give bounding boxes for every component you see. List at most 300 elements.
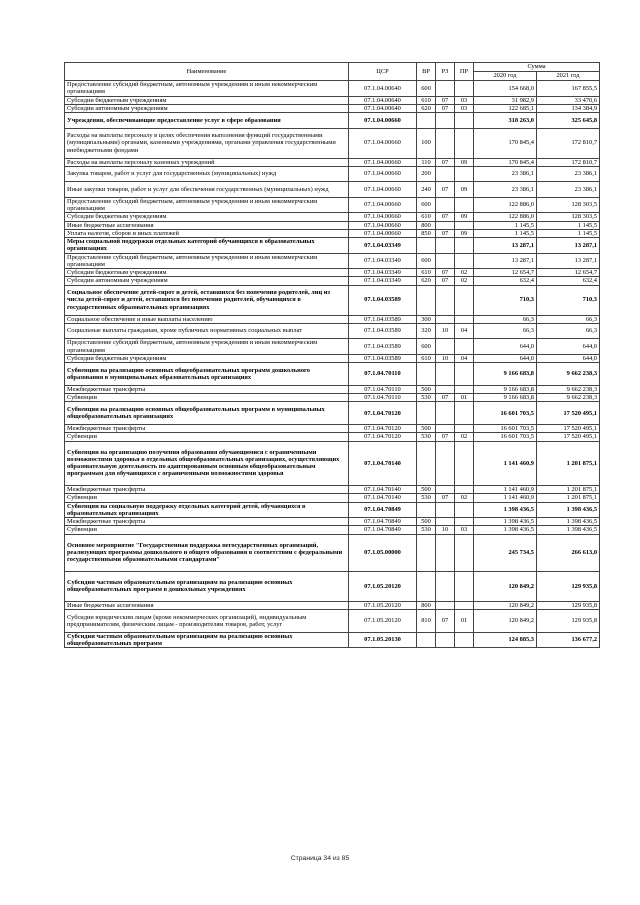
row-name: Уплата налогов, сборов и иных платежей	[65, 229, 349, 237]
row-sum-2021: 1 145,5	[537, 229, 600, 237]
row-sum-2020: 1 398 436,5	[474, 526, 537, 534]
row-vr: 620	[417, 104, 436, 112]
row-sum-2020: 124 885,3	[474, 632, 537, 648]
row-sum-2021: 23 386,1	[537, 166, 600, 182]
table-row	[65, 269, 600, 277]
table-row	[65, 238, 600, 254]
row-name: Межбюджетные трансферты	[65, 518, 349, 526]
row-sum-2021: 710,3	[537, 285, 600, 315]
row-name: Субсидии бюджетным учреждениям	[65, 269, 349, 277]
row-vr	[417, 571, 436, 601]
row-rz: 07	[436, 433, 455, 441]
row-rz: 10	[436, 323, 455, 339]
row-sum-2020: 12 654,7	[474, 269, 537, 277]
row-sum-2021: 66,3	[537, 323, 600, 339]
row-name: Субсидии юридическим лицам (кроме некоммерческих организаций), индивидуальным предпринимателям, физическим лицам - производителям товаров, работ, услуг	[65, 610, 349, 633]
row-vr: 600	[417, 253, 436, 269]
row-pr: 01	[455, 394, 474, 402]
row-rz	[436, 197, 455, 213]
row-name: Субвенции на организацию получения образования обучающимися с ограниченными возможностями здоровья в отдельных общеобразовательных организациях, осуществляющих образовательную деятельность по адаптированным основным общеобразовательным программам для обучающихся с ограниченными возможностями здоровья	[65, 441, 349, 486]
row-sum-2020: 13 287,1	[474, 238, 537, 254]
header-rz: РЗ	[436, 63, 455, 81]
row-name: Предоставление субсидий бюджетным, автономным учреждениям и иным некоммерческим организациям	[65, 197, 349, 213]
row-rz	[436, 518, 455, 526]
row-sum-2020: 122 685,1	[474, 104, 537, 112]
row-vr: 110	[417, 158, 436, 166]
row-name: Субвенции	[65, 494, 349, 502]
row-pr	[455, 632, 474, 648]
row-csr: 07.1.04.03589	[349, 354, 417, 362]
row-sum-2020: 1 398 436,5	[474, 502, 537, 518]
row-csr: 07.1.04.00660	[349, 158, 417, 166]
row-rz	[436, 339, 455, 355]
row-csr: 07.1.05.20120	[349, 610, 417, 633]
row-vr	[417, 502, 436, 518]
row-pr	[455, 197, 474, 213]
row-name: Социальное обеспечение и иные выплаты населению	[65, 315, 349, 323]
row-rz	[436, 363, 455, 386]
table-row	[65, 81, 600, 97]
row-sum-2021: 9 662 238,3	[537, 363, 600, 386]
row-rz	[436, 441, 455, 486]
budget-table	[64, 62, 600, 648]
table-row	[65, 610, 600, 633]
row-sum-2021: 167 855,5	[537, 81, 600, 97]
row-rz: 07	[436, 229, 455, 237]
table-row	[65, 526, 600, 534]
row-vr	[417, 402, 436, 425]
row-sum-2020: 122 886,0	[474, 197, 537, 213]
row-pr: 04	[455, 323, 474, 339]
row-sum-2020: 122 886,0	[474, 213, 537, 221]
row-vr: 610	[417, 354, 436, 362]
row-csr: 07.1.04.70110	[349, 394, 417, 402]
row-rz	[436, 315, 455, 323]
row-sum-2021: 644,0	[537, 354, 600, 362]
row-sum-2021: 1 201 875,1	[537, 486, 600, 494]
row-vr: 600	[417, 81, 436, 97]
row-pr	[455, 81, 474, 97]
row-csr: 07.1.05.00000	[349, 534, 417, 571]
row-sum-2021: 129 935,8	[537, 571, 600, 601]
row-csr: 07.1.04.00660	[349, 213, 417, 221]
row-name: Межбюджетные трансферты	[65, 486, 349, 494]
row-sum-2020: 644,0	[474, 354, 537, 362]
row-vr: 320	[417, 323, 436, 339]
row-csr: 07.1.05.20130	[349, 632, 417, 648]
row-name: Субвенции	[65, 433, 349, 441]
table-row	[65, 213, 600, 221]
header-name: Наименование	[65, 63, 349, 81]
row-csr: 07.1.04.03589	[349, 339, 417, 355]
row-sum-2021: 13 287,1	[537, 253, 600, 269]
row-pr	[455, 534, 474, 571]
row-sum-2020: 1 141 460,9	[474, 494, 537, 502]
row-pr: 01	[455, 610, 474, 633]
row-rz	[436, 81, 455, 97]
row-pr: 03	[455, 96, 474, 104]
row-sum-2020: 1 141 460,9	[474, 441, 537, 486]
row-sum-2021: 1 201 875,1	[537, 494, 600, 502]
row-name: Субвенции	[65, 394, 349, 402]
row-sum-2021: 17 520 495,1	[537, 402, 600, 425]
row-vr	[417, 285, 436, 315]
row-rz	[436, 534, 455, 571]
row-vr: 100	[417, 128, 436, 158]
row-pr	[455, 571, 474, 601]
row-name: Субсидии бюджетным учреждениям	[65, 96, 349, 104]
table-row	[65, 354, 600, 362]
row-pr	[455, 502, 474, 518]
row-name: Субсидии автономным учреждениям	[65, 104, 349, 112]
row-pr	[455, 339, 474, 355]
row-rz: 07	[436, 269, 455, 277]
row-sum-2020: 9 166 683,8	[474, 385, 537, 393]
table-row	[65, 104, 600, 112]
row-name: Субвенции на реализацию основных общеобразовательных программ в муниципальных общеобразовательных организациях	[65, 402, 349, 425]
row-name: Межбюджетные трансферты	[65, 385, 349, 393]
row-name: Субвенции на социальную поддержку отдельных категорий детей, обучающихся в образовательных организациях	[65, 502, 349, 518]
row-vr: 610	[417, 269, 436, 277]
row-sum-2020: 13 287,1	[474, 253, 537, 269]
row-name: Субсидии бюджетным учреждениям	[65, 354, 349, 362]
row-sum-2021: 172 810,7	[537, 158, 600, 166]
row-sum-2020: 9 166 683,8	[474, 394, 537, 402]
row-csr: 07.1.04.00640	[349, 96, 417, 104]
table-row	[65, 494, 600, 502]
table-row	[65, 402, 600, 425]
row-csr: 07.1.04.70849	[349, 526, 417, 534]
row-sum-2020: 66,3	[474, 315, 537, 323]
table-row	[65, 253, 600, 269]
row-rz	[436, 128, 455, 158]
row-sum-2021: 172 810,7	[537, 128, 600, 158]
row-sum-2020: 120 849,2	[474, 571, 537, 601]
row-sum-2020: 120 849,2	[474, 610, 537, 633]
row-csr: 07.1.05.20120	[349, 601, 417, 609]
row-sum-2021: 23 386,1	[537, 182, 600, 198]
row-sum-2021: 33 470,6	[537, 96, 600, 104]
row-name: Расходы на выплаты персоналу казенных учреждений	[65, 158, 349, 166]
header-pr: ПР	[455, 63, 474, 81]
row-sum-2021: 644,0	[537, 339, 600, 355]
row-csr: 07.1.04.03589	[349, 285, 417, 315]
table-row	[65, 632, 600, 648]
row-name: Субвенции	[65, 526, 349, 534]
row-sum-2020: 1 398 436,5	[474, 518, 537, 526]
row-sum-2021: 128 303,5	[537, 213, 600, 221]
table-row	[65, 323, 600, 339]
row-sum-2020: 245 734,5	[474, 534, 537, 571]
table-row	[65, 433, 600, 441]
row-pr	[455, 166, 474, 182]
row-csr: 07.1.04.70110	[349, 385, 417, 393]
table-body	[65, 81, 600, 648]
row-csr: 07.1.04.00660	[349, 128, 417, 158]
row-sum-2020: 16 601 703,5	[474, 425, 537, 433]
row-sum-2021: 1 398 436,5	[537, 526, 600, 534]
row-rz: 07	[436, 96, 455, 104]
row-csr: 07.1.04.03349	[349, 253, 417, 269]
row-pr: 09	[455, 213, 474, 221]
row-vr: 810	[417, 610, 436, 633]
row-sum-2020: 66,3	[474, 323, 537, 339]
row-rz	[436, 221, 455, 229]
row-rz	[436, 385, 455, 393]
row-pr	[455, 253, 474, 269]
row-csr: 07.1.04.70120	[349, 425, 417, 433]
row-name: Основное мероприятие "Государственная поддержка негосударственных организаций, реализующих программы дошкольного и общего образования в соответствии с федеральными государственными образовательными стандартами"	[65, 534, 349, 571]
row-name: Предоставление субсидий бюджетным, автономным учреждениям и иным некоммерческим организациям	[65, 339, 349, 355]
row-vr: 850	[417, 229, 436, 237]
row-pr	[455, 315, 474, 323]
row-rz	[436, 571, 455, 601]
row-csr: 07.1.04.03589	[349, 323, 417, 339]
row-rz	[436, 425, 455, 433]
row-name: Субсидии частным образовательным организациям на реализацию основных общеобразовательных программ в дошкольных учреждениях	[65, 571, 349, 601]
row-csr: 07.1.04.03349	[349, 277, 417, 285]
row-sum-2021: 66,3	[537, 315, 600, 323]
row-vr: 500	[417, 518, 436, 526]
row-sum-2020: 31 982,9	[474, 96, 537, 104]
row-pr	[455, 128, 474, 158]
table-row	[65, 128, 600, 158]
page-footer: Страница 34 из 85	[290, 855, 350, 862]
row-rz: 07	[436, 394, 455, 402]
row-sum-2021: 17 520 495,1	[537, 433, 600, 441]
table-row	[65, 571, 600, 601]
row-sum-2020: 1 141 460,9	[474, 486, 537, 494]
row-vr: 600	[417, 339, 436, 355]
row-rz	[436, 285, 455, 315]
row-pr	[455, 221, 474, 229]
row-vr: 530	[417, 394, 436, 402]
row-rz: 07	[436, 182, 455, 198]
row-csr: 07.1.05.20120	[349, 571, 417, 601]
table-row	[65, 113, 600, 129]
row-csr: 07.1.04.70140	[349, 494, 417, 502]
row-sum-2020: 1 145,5	[474, 229, 537, 237]
table-row	[65, 229, 600, 237]
row-pr: 03	[455, 526, 474, 534]
row-csr: 07.1.04.00640	[349, 81, 417, 97]
row-csr: 07.1.04.03589	[349, 315, 417, 323]
row-name: Учреждения, обеспечивающие предоставление услуг в сфере образования	[65, 113, 349, 129]
table-row	[65, 197, 600, 213]
row-sum-2021: 17 520 495,1	[537, 425, 600, 433]
row-pr	[455, 518, 474, 526]
header-year-2021: 2021 год	[537, 72, 600, 81]
row-csr: 07.1.04.00660	[349, 197, 417, 213]
row-pr: 09	[455, 229, 474, 237]
row-rz	[436, 166, 455, 182]
row-vr: 300	[417, 315, 436, 323]
row-pr: 03	[455, 104, 474, 112]
row-pr	[455, 601, 474, 609]
table-row	[65, 221, 600, 229]
table-row	[65, 534, 600, 571]
row-sum-2021: 129 935,8	[537, 610, 600, 633]
row-sum-2020: 170 845,4	[474, 128, 537, 158]
row-vr	[417, 363, 436, 386]
row-pr	[455, 486, 474, 494]
row-pr	[455, 238, 474, 254]
row-name: Межбюджетные трансферты	[65, 425, 349, 433]
row-rz	[436, 486, 455, 494]
row-rz	[436, 113, 455, 129]
table-row	[65, 518, 600, 526]
row-sum-2021: 128 303,5	[537, 197, 600, 213]
row-pr	[455, 441, 474, 486]
row-sum-2020: 9 166 683,8	[474, 363, 537, 386]
table-row	[65, 385, 600, 393]
row-rz	[436, 402, 455, 425]
row-csr: 07.1.04.70110	[349, 363, 417, 386]
row-sum-2020: 170 845,4	[474, 158, 537, 166]
row-csr: 07.1.04.00660	[349, 221, 417, 229]
table-row	[65, 182, 600, 198]
row-rz: 07	[436, 104, 455, 112]
row-rz	[436, 601, 455, 609]
row-sum-2020: 710,3	[474, 285, 537, 315]
row-rz: 07	[436, 610, 455, 633]
row-vr: 530	[417, 494, 436, 502]
row-sum-2021: 134 384,9	[537, 104, 600, 112]
row-sum-2020: 23 386,1	[474, 182, 537, 198]
row-vr: 500	[417, 486, 436, 494]
row-sum-2021: 136 677,2	[537, 632, 600, 648]
row-rz: 07	[436, 213, 455, 221]
row-pr: 02	[455, 269, 474, 277]
row-rz: 10	[436, 354, 455, 362]
row-vr: 800	[417, 601, 436, 609]
row-rz	[436, 238, 455, 254]
table-row	[65, 441, 600, 486]
row-sum-2021: 325 645,8	[537, 113, 600, 129]
table-row	[65, 601, 600, 609]
row-csr: 07.1.04.03349	[349, 238, 417, 254]
table-row	[65, 394, 600, 402]
header-csr: ЦСР	[349, 63, 417, 81]
row-csr: 07.1.04.70849	[349, 502, 417, 518]
row-vr: 610	[417, 213, 436, 221]
row-vr: 200	[417, 166, 436, 182]
row-csr: 07.1.04.00640	[349, 104, 417, 112]
table-row	[65, 315, 600, 323]
row-csr: 07.1.04.00660	[349, 166, 417, 182]
table-row	[65, 502, 600, 518]
row-pr	[455, 385, 474, 393]
row-sum-2021: 632,4	[537, 277, 600, 285]
row-vr: 240	[417, 182, 436, 198]
row-pr: 02	[455, 494, 474, 502]
row-pr	[455, 363, 474, 386]
row-rz: 07	[436, 158, 455, 166]
row-rz	[436, 632, 455, 648]
table-row	[65, 158, 600, 166]
row-name: Субсидии бюджетным учреждениям	[65, 213, 349, 221]
row-name: Субсидии автономным учреждениям	[65, 277, 349, 285]
row-rz	[436, 253, 455, 269]
row-pr	[455, 425, 474, 433]
row-name: Социальные выплаты гражданам, кроме публичных нормативных социальных выплат	[65, 323, 349, 339]
row-name: Предоставление субсидий бюджетным, автономным учреждениям и иным некоммерческим организациям	[65, 253, 349, 269]
row-vr: 530	[417, 433, 436, 441]
table-row	[65, 96, 600, 104]
row-name: Меры социальной поддержки отдельных категорий обучающихся в образовательных организациях	[65, 238, 349, 254]
table-row	[65, 486, 600, 494]
row-sum-2020: 23 386,1	[474, 166, 537, 182]
table-row	[65, 285, 600, 315]
row-csr: 07.1.04.03349	[349, 269, 417, 277]
table-row	[65, 363, 600, 386]
row-name: Иные бюджетные ассигнования	[65, 601, 349, 609]
table-row	[65, 277, 600, 285]
row-name: Предоставление субсидий бюджетным, автономным учреждениям и иным некоммерческим организациям	[65, 81, 349, 97]
row-pr	[455, 285, 474, 315]
row-vr: 620	[417, 277, 436, 285]
row-csr: 07.1.04.00660	[349, 182, 417, 198]
row-sum-2020: 318 263,0	[474, 113, 537, 129]
row-pr: 02	[455, 277, 474, 285]
budget-table-sheet	[64, 62, 599, 648]
row-vr	[417, 632, 436, 648]
row-name: Социальное обеспечение детей-сирот и детей, оставшихся без попечения родителей, лиц из числа детей-сирот и детей, оставшихся без попечения родителей, обучающихся в государственных образовательных организациях	[65, 285, 349, 315]
row-vr	[417, 113, 436, 129]
row-csr: 07.1.04.70140	[349, 441, 417, 486]
table-row	[65, 425, 600, 433]
table-row	[65, 166, 600, 182]
row-vr	[417, 238, 436, 254]
row-vr: 800	[417, 221, 436, 229]
header-sum: Сумма	[474, 63, 600, 72]
header-vr: ВР	[417, 63, 436, 81]
table-row	[65, 339, 600, 355]
row-rz: 07	[436, 494, 455, 502]
row-vr: 530	[417, 526, 436, 534]
row-name: Субсидии частным образовательным организациям на реализацию основных общеобразовательных программ	[65, 632, 349, 648]
row-vr: 500	[417, 385, 436, 393]
row-csr: 07.1.04.00660	[349, 229, 417, 237]
row-csr: 07.1.04.70120	[349, 433, 417, 441]
row-vr: 500	[417, 425, 436, 433]
row-pr: 09	[455, 158, 474, 166]
row-pr: 09	[455, 182, 474, 198]
row-vr	[417, 534, 436, 571]
row-sum-2021: 129 935,8	[537, 601, 600, 609]
row-sum-2020: 154 668,0	[474, 81, 537, 97]
row-sum-2021: 266 613,0	[537, 534, 600, 571]
row-csr: 07.1.04.70849	[349, 518, 417, 526]
row-sum-2020: 120 849,2	[474, 601, 537, 609]
row-csr: 07.1.04.00660	[349, 113, 417, 129]
row-sum-2021: 1 201 875,1	[537, 441, 600, 486]
row-name: Иные бюджетные ассигнования	[65, 221, 349, 229]
row-sum-2021: 1 398 436,5	[537, 502, 600, 518]
row-sum-2020: 16 601 703,5	[474, 402, 537, 425]
row-vr	[417, 441, 436, 486]
row-sum-2021: 12 654,7	[537, 269, 600, 277]
header-year-2020: 2020 год	[474, 72, 537, 81]
row-pr	[455, 402, 474, 425]
row-sum-2020: 644,0	[474, 339, 537, 355]
row-sum-2021: 13 287,1	[537, 238, 600, 254]
row-csr: 07.1.04.70120	[349, 402, 417, 425]
row-name: Иные закупки товаров, работ и услуг для обеспечения государственных (муниципальных) нужд	[65, 182, 349, 198]
row-vr: 600	[417, 197, 436, 213]
row-sum-2021: 1 145,5	[537, 221, 600, 229]
row-sum-2020: 1 145,5	[474, 221, 537, 229]
